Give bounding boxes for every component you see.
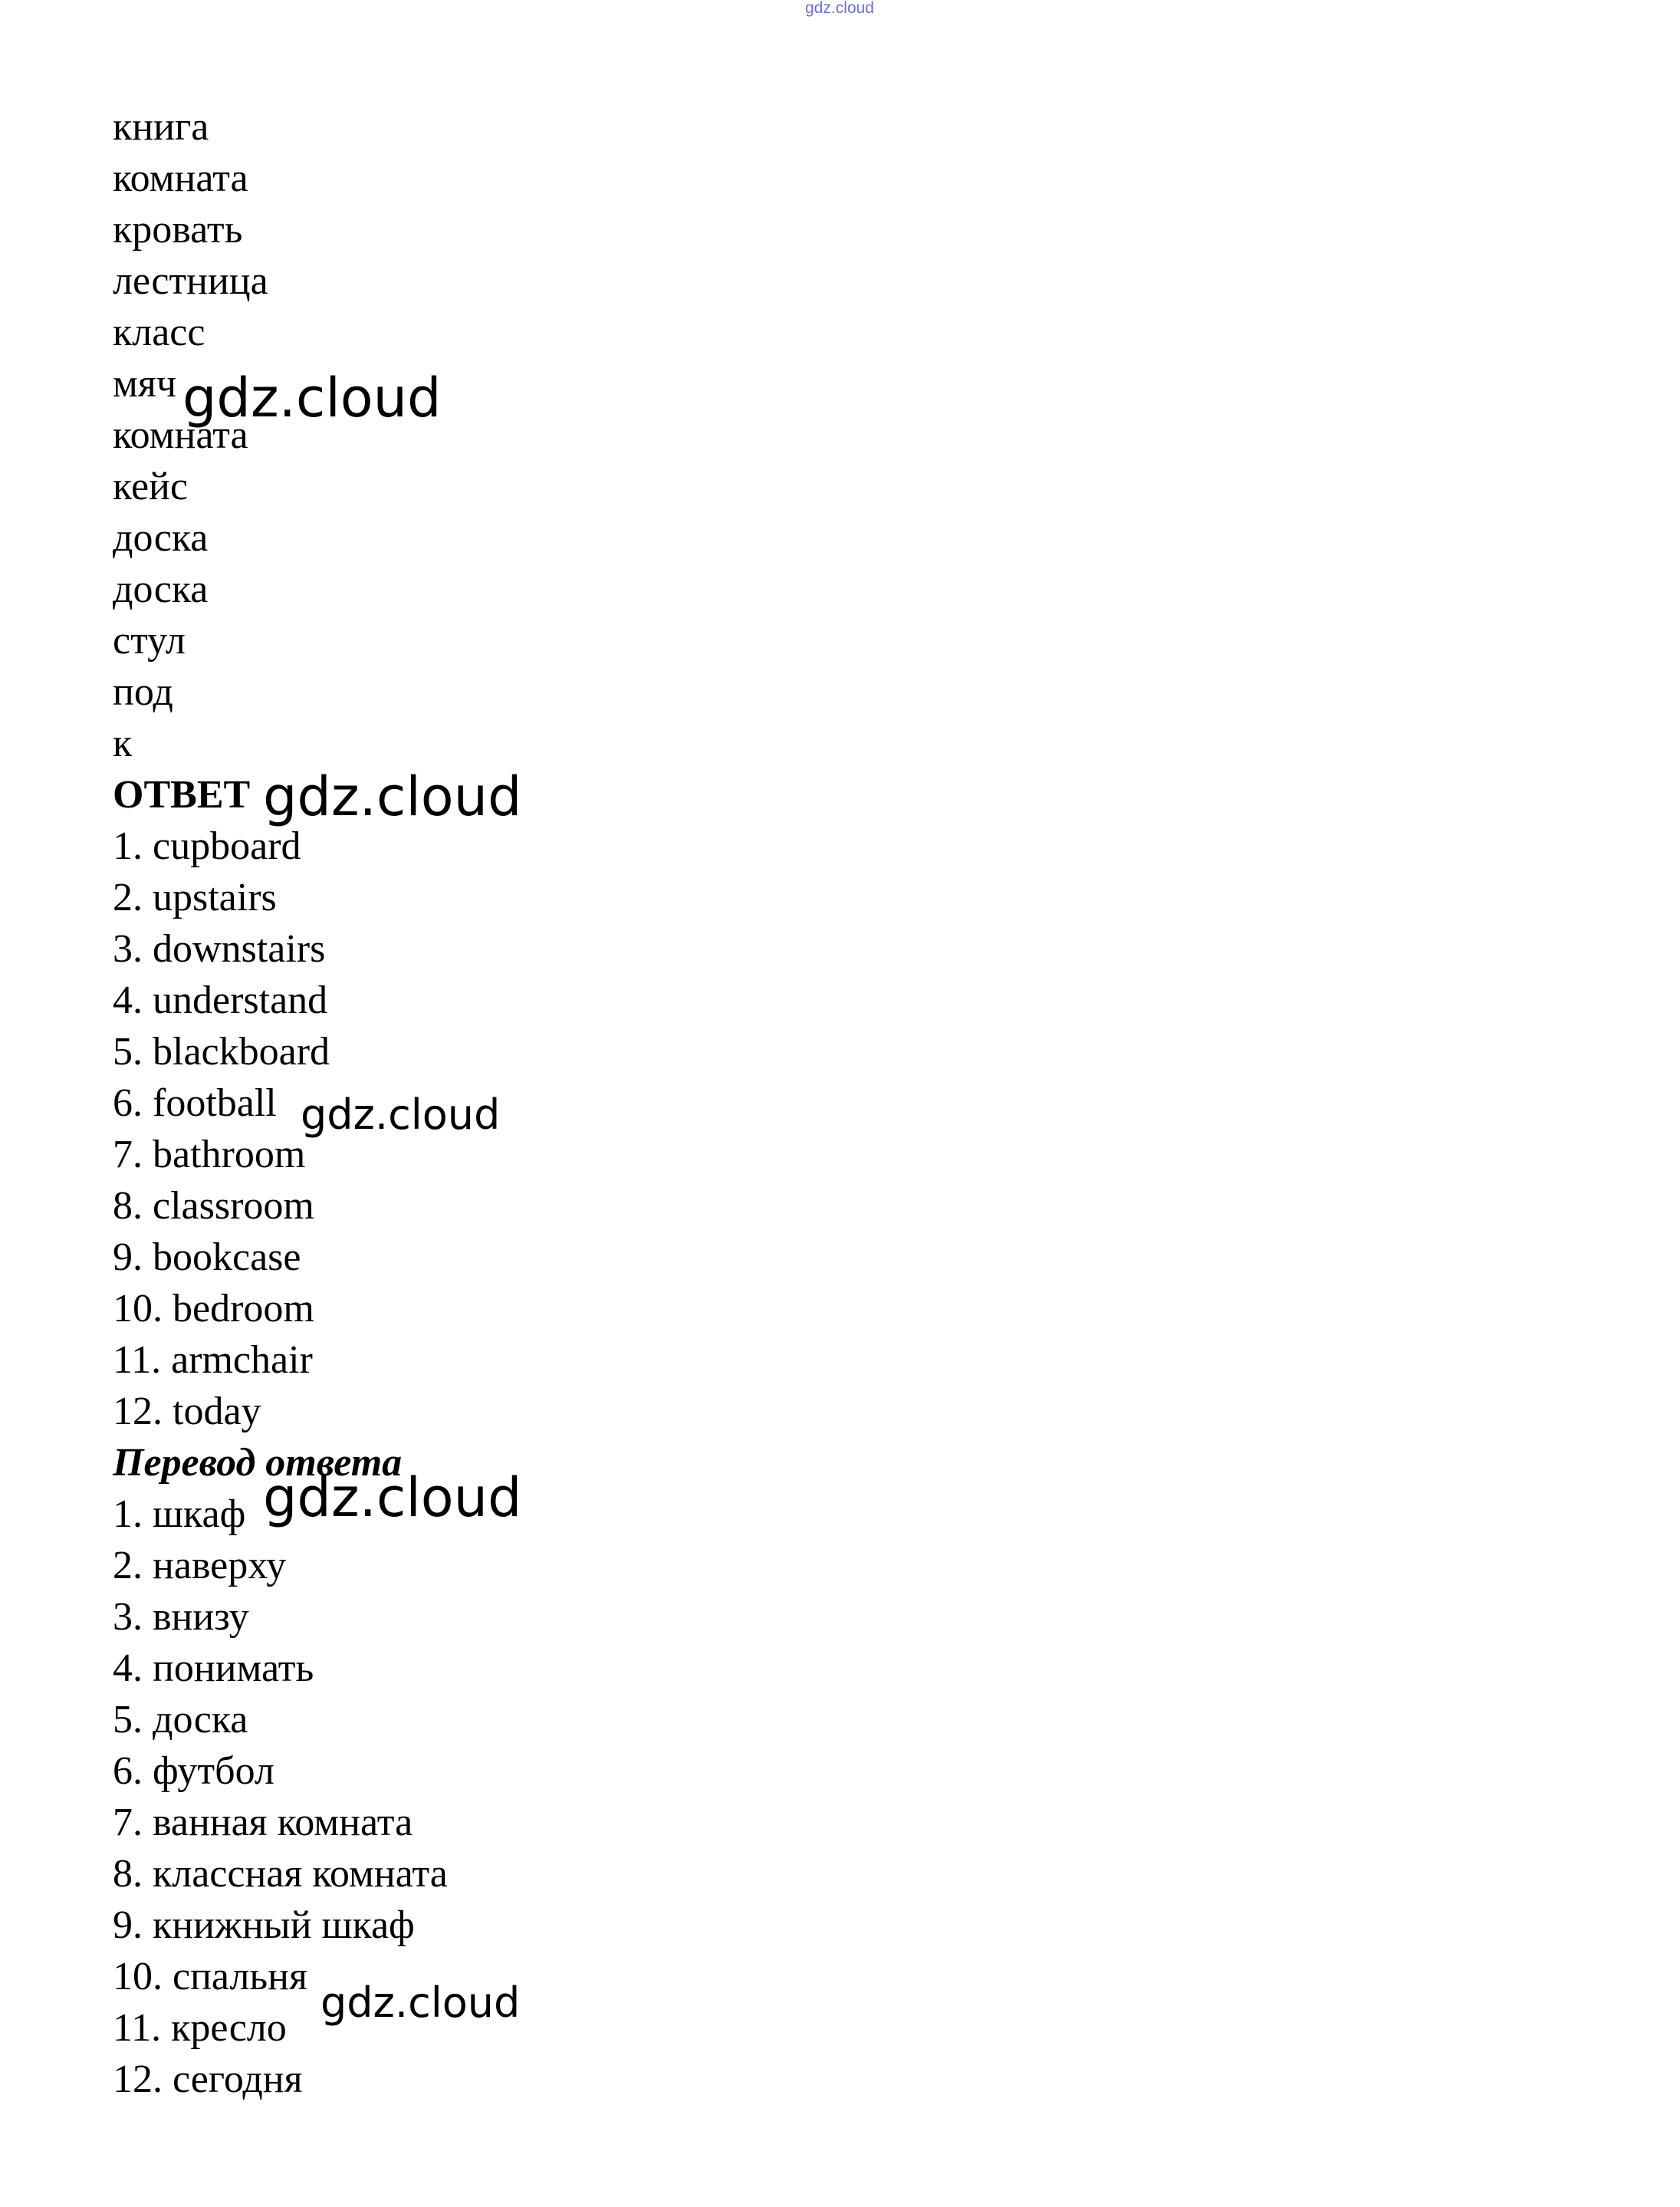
watermark: gdz.cloud <box>321 1978 521 2027</box>
answer-list <box>113 821 956 1437</box>
vocabulary-word: доска <box>113 516 209 560</box>
watermark: gdz.cloud <box>263 765 522 828</box>
answer-item: 7. bathroom <box>113 1133 306 1176</box>
answer-item: 3. downstairs <box>113 927 326 971</box>
translation-item: 2. наверху <box>113 1544 287 1587</box>
vocabulary-word: кровать <box>113 208 243 252</box>
translation-item: 5. доска <box>113 1698 248 1742</box>
translation-item: 4. понимать <box>113 1646 314 1690</box>
watermark: gdz.cloud <box>301 1090 501 1139</box>
vocabulary-word: комната <box>113 156 248 200</box>
translation-item: 11. кресло <box>113 2006 287 2050</box>
vocabulary-word: кейс <box>113 465 188 508</box>
translation-item: 12. сегодня <box>113 2057 303 2101</box>
answer-item: 8. classroom <box>113 1184 314 1228</box>
translation-item: 10. спальня <box>113 1955 307 1998</box>
answer-item: 12. today <box>113 1390 261 1433</box>
translation-item: 9. книжный шкаф <box>113 1903 415 1947</box>
translation-heading: Перевод ответа <box>113 1441 403 1485</box>
vocabulary-word: к <box>113 722 133 765</box>
answer-item: 9. bookcase <box>113 1235 301 1279</box>
vocabulary-word: класс <box>113 311 205 354</box>
answer-item: 4. understand <box>113 979 328 1022</box>
translation-item: 3. внизу <box>113 1595 249 1639</box>
watermark: gdz.cloud <box>263 1466 522 1529</box>
answer-item: 1. cupboard <box>113 824 301 868</box>
answer-item: 6. football <box>113 1081 277 1125</box>
vocabulary-word: под <box>113 670 173 714</box>
vocabulary-word: лестница <box>113 259 268 303</box>
vocabulary-word: книга <box>113 105 209 149</box>
answer-item: 10. bedroom <box>113 1287 314 1330</box>
vocabulary-word: комната <box>113 413 248 457</box>
vocabulary-word: мяч <box>113 362 176 406</box>
watermark: gdz.cloud <box>182 367 442 429</box>
translation-item: 1. шкаф <box>113 1492 246 1536</box>
vocabulary-list <box>113 101 956 769</box>
translation-item: 8. классная комната <box>113 1852 448 1896</box>
answer-item: 11. armchair <box>113 1338 313 1382</box>
answer-heading: ОТВЕТ <box>113 773 251 817</box>
translation-item: 6. футбол <box>113 1749 275 1793</box>
top-watermark: gdz.cloud <box>805 0 874 17</box>
answer-item: 2. upstairs <box>113 876 277 919</box>
vocabulary-word: стул <box>113 619 186 663</box>
translation-item: 7. ванная комната <box>113 1801 413 1844</box>
translation-list <box>113 1488 956 2105</box>
answer-item: 5. blackboard <box>113 1030 330 1074</box>
vocabulary-word: доска <box>113 567 209 611</box>
